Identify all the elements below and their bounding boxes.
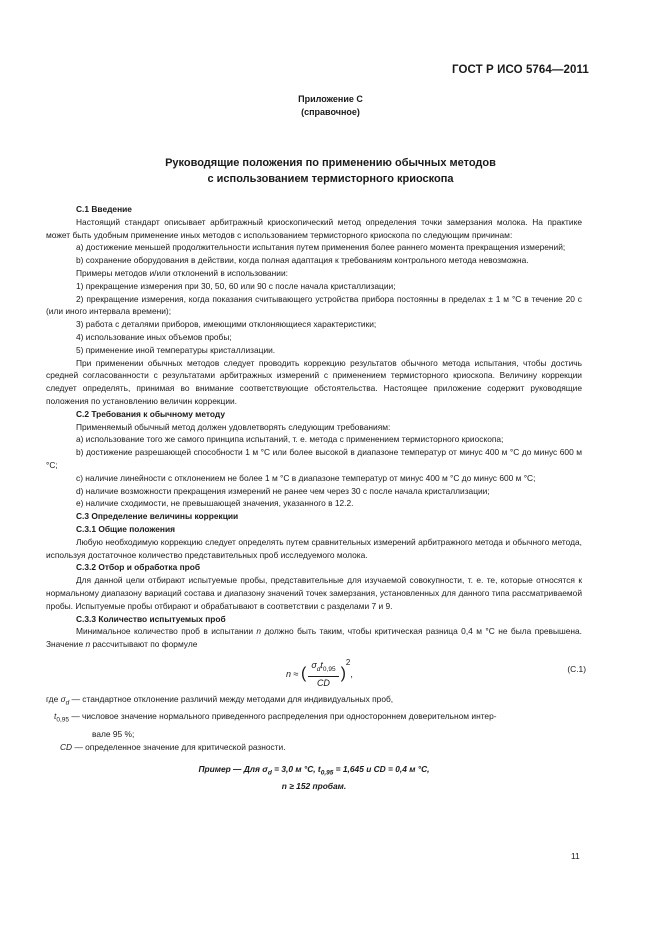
- paragraph: Минимальное количество проб в испытании n должно быть таким, чтобы критическая разница 0,4 м °С не была превышена. Значение n рассчитывают по формуле: [46, 626, 583, 650]
- definition-sigma: где $\sigma_d$ — стандартное отклонение различий между методами для индивидуальных проб,: [46, 693, 394, 707]
- list-item: е) наличие сходимости, не превышающей значения, указанного в 12.2.: [76, 498, 354, 509]
- example-block: [46, 763, 582, 792]
- subsection-heading-c31: С.3.1 Общие положения: [76, 523, 175, 534]
- definition-cd: CD — определенное значение для критической разности.: [60, 741, 286, 752]
- list-item: 3) работа с деталями приборов, имеющими отклоняющиеся характеристики;: [76, 319, 377, 330]
- list-item: с) наличие линейности с отклонением не более 1 м °С в диапазоне температур от минус 400 м °С до минус 600 м °С;: [76, 472, 536, 483]
- list-item: b) достижение разрешающей способности 1 м °С или более высокой в диапазоне температур от минус 400 м °С до минус 600 м °С;: [46, 447, 582, 470]
- list-item: b) сохранение оборудования в действии, когда полная адаптация к требованиям контрольного метода невозможна.: [76, 255, 529, 266]
- appendix-type: (справочное): [301, 107, 360, 117]
- section-heading-c3: С.3 Определение величины коррекции: [76, 511, 239, 522]
- subsection-heading-c32: С.3.2 Отбор и обработка проб: [76, 562, 201, 573]
- page-number: 11: [571, 851, 580, 861]
- list-item: 4) использование иных объемов пробы;: [76, 331, 232, 342]
- appendix-title-line2: с использованием термисторного криоскопа: [207, 173, 454, 185]
- list-item: 1) прекращение измерения при 30, 50, 60 или 90 с после начала кристаллизации;: [76, 280, 396, 291]
- formula-expression: n ≈ ( $\frac{\sigma_dt_{0,95}}{CD}$ )$^2$,: [286, 657, 353, 689]
- formula-fraction: $\frac{\sigma_dt_{0,95}}{CD}$: [308, 659, 338, 690]
- formula-number: (С.1): [567, 663, 586, 674]
- example-line2: n ≥ 152 пробам.: [281, 781, 347, 792]
- list-item: а) использование того же самого принципа испытаний, т. е. метода с применением термисторного криоскопа;: [76, 434, 504, 445]
- appendix-name: Приложение С: [298, 94, 363, 104]
- paragraph: Настоящий стандарт описывает арбитражный криоскопический метод определения точки замерзания молока. На практике может быть удобным применение иных методов с использованием термисторного криоскопа по следующим причинам:: [46, 216, 582, 240]
- list-item: 2) прекращение измерения, когда показания считывающего устройства прибора постоянны в пределах ± 1 м °С в течение 20 с (или иного интервала времени);: [46, 293, 582, 317]
- appendix-title-line1: Руководящие положения по применению обычных методов: [165, 157, 496, 169]
- definition-t: $t_{0,95}$ — числовое значение нормального приведенного распределения при одностороннем доверительном интер-: [54, 711, 497, 725]
- subsection-heading-c33: С.3.3 Количество испытуемых проб: [76, 613, 226, 624]
- definition-t-continued: вале 95 %;: [92, 728, 135, 739]
- document-body: [46, 203, 586, 792]
- paragraph: Примеры методов и/или отклонений в использовании:: [76, 267, 288, 278]
- example-line1: Пример — Для $\sigma_d = 3,0$ м °С, $t_{0,95} = 1,645$ и CD = 0,4 м °С,: [198, 764, 430, 778]
- paragraph: Для данной цели отбирают испытуемые пробы, представительные для изучаемой совокупности, т. е. те, которые относятся к нормальному диапазону вариаций состава и диапазону значений точек замерзания, установленных для данного типа рассматриваемой пробы. Испытуемые пробы отбирают и обрабатывают в соответствии с разделами 7 и 9.: [46, 575, 582, 611]
- section-heading-c2: С.2 Требования к обычному методу: [76, 408, 225, 419]
- paragraph: Любую необходимую коррекцию следует определять путем сравнительных измерений арбитражного метода и обычного метода, используя достаточное количество представительных проб исследуемого молока.: [46, 536, 582, 560]
- standard-designation: ГОСТ Р ИСО 5764—2011: [452, 64, 589, 76]
- paragraph: Применяемый обычный метод должен удовлетворять следующим требованиям:: [76, 421, 391, 432]
- list-item: d) наличие возможности прекращения измерений не ранее чем через 30 с после начала кристаллизации;: [76, 485, 490, 496]
- section-heading-c1: С.1 Введение: [76, 204, 132, 214]
- formula-c1: [46, 653, 586, 689]
- paragraph: При применении обычных методов следует проводить коррекцию результатов обычного метода испытания, чтобы достичь средней согласованности с результатами арбитражных измерений с применением термисторного криоскопа. Величину коррекции следует определять, принимая во внимание соответствующие обстоятельства. Настоящее приложение содержит руководящие положения по установлению величин коррекции.: [46, 357, 582, 406]
- list-item: 5) применение иной температуры кристаллизации.: [76, 344, 276, 355]
- list-item: а) достижение меньшей продолжительности испытания путем применения более раннего момента прекращения измерений;: [76, 242, 566, 253]
